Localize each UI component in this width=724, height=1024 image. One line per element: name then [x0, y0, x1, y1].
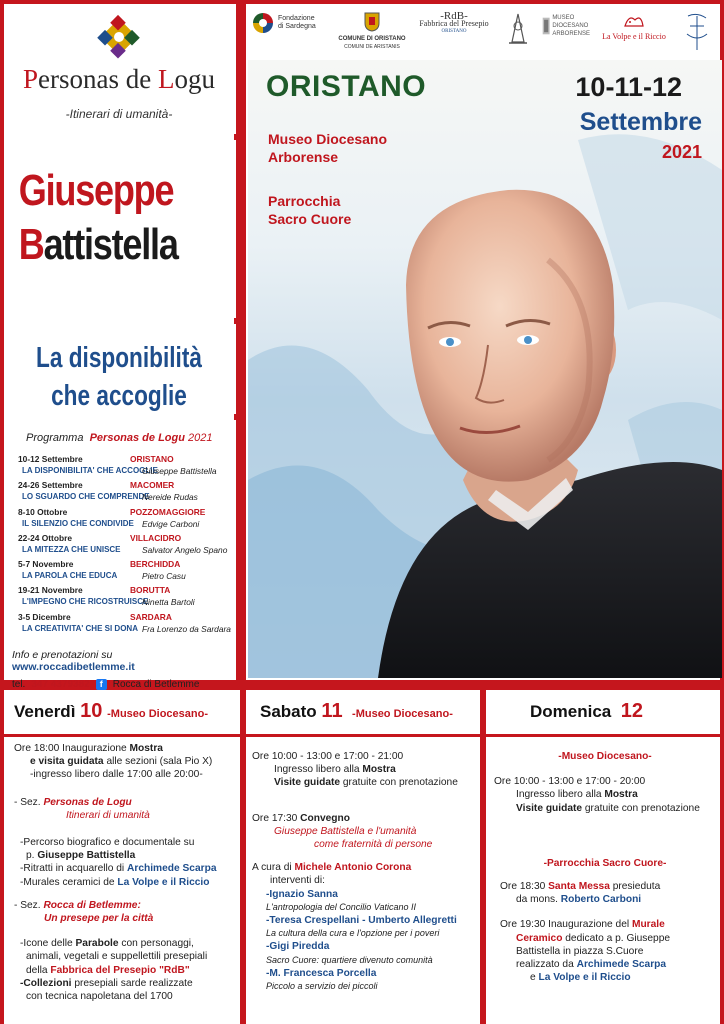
saturday-header: Sabato 11 -Museo Diocesano- [260, 700, 453, 722]
venue-museo: Museo Diocesano Arborense [268, 131, 388, 165]
programme-item-date: 8-10 Ottobre [18, 506, 68, 517]
brand-logo [4, 4, 234, 138]
friday-schedule: Ore 18:00 Inaugurazione Mostra e visita guidata alle sezioni (sala Pio X) -ingresso libero dalle 17:00 alle 20:00- - Sez. Personas de Logu Itinerari di umanità -Percorso biografico e documentale su p. Giuseppe Battistella -Ritratti in acquarello di Archimede Scarpa -Murales ceramici de La Volpe e il Riccio - Sez. Rocca di Betlemme: Un presepe per la città -Icone delle Parabole con personaggi, animali, vegetali e suppellettili presepiali della Fabbrica del Presepio "RdB" -Collezioni presepiali sarde realizzate con tecnica napoletana del 1700 [14, 743, 217, 1003]
sunday-column [486, 692, 720, 1022]
saturday-schedule: Ore 10:00 - 13:00 e 17:00 - 21:00 Ingresso libero alla Mostra Visite guidate gratuite con prenotazione Ore 17:30 Convegno Giuseppe Battistella e l'umanità come fraternità di persone A cura di Michele Antonio Corona interventi di: -Ignazio Sanna L'antropologia del Concilio Vaticano II -Teresa Crespellani - Umberto Allegretti La cultura della cura e l'opzione per i poveri -Gigi Piredda Sacro Cuore: quartiere divenuto comunità -M. Francesca Porcella Piccolo a servizio dei piccoli [252, 751, 458, 992]
programme-item-person: Edvige Carboni [142, 518, 200, 529]
programme-item-theme: LA MITEZZA CHE UNISCE [22, 544, 121, 554]
programme-item [14, 585, 234, 611]
programme-item-city: BERCHIDDA [130, 559, 181, 570]
coat-of-arms-icon [364, 12, 380, 32]
left-column [4, 4, 234, 690]
person-name [4, 164, 234, 272]
programme-item-person: Giuseppe Battistella [142, 466, 217, 476]
programme-item-city: ORISTANO [130, 454, 174, 464]
venue-parrocchia: Parrocchia Sacro Cuore [268, 193, 352, 227]
main-poster [248, 60, 722, 678]
sponsor-museo: MUSEO DIOCESANO ARBORENSE [542, 12, 590, 40]
programme-item-theme: L'IMPEGNO CHE RICOSTRUISCE [22, 597, 149, 607]
programme-item-person: Pietro Casu [142, 571, 186, 582]
programme-item [14, 533, 234, 559]
programme-item-date: 19-21 Novembre [18, 585, 83, 596]
programme-item-theme: LA CREATIVITA' CHE SI DONA [22, 623, 138, 633]
phone-number[interactable]: 347 4379382 [31, 679, 90, 690]
signature-logo-icon [682, 12, 712, 52]
event-month: Settembre [579, 108, 702, 136]
programme-item [14, 559, 234, 585]
programme-heading: Programma Personas de Logu 2021 [26, 432, 213, 444]
programme-item-date: 10-12 Settembre [18, 454, 83, 464]
programme-item-date: 5-7 Novembre [18, 559, 74, 570]
monument-icon [506, 12, 530, 46]
programme-item-city: VILLACIDRO [130, 532, 182, 543]
programme-item [14, 507, 234, 533]
programme-item-person: Nereide Rudas [142, 492, 198, 503]
programme-item-theme: LA PAROLA CHE EDUCA [22, 571, 118, 581]
sponsor-volpe: La Volpe e il Riccio [594, 12, 674, 41]
programme-item [14, 454, 234, 480]
programme-item-date: 24-26 Settembre [18, 480, 83, 491]
fondazione-logo-icon [252, 12, 274, 34]
brand-title: Personas de Logu [23, 64, 215, 94]
programme-item-date: 3-5 Dicembre [18, 611, 71, 622]
programme-item-person: Fra Lorenzo da Sardara [142, 623, 231, 634]
friday-column [4, 692, 240, 1022]
programme-item-theme: LO SGUARDO CHE COMPRENDE [22, 492, 150, 502]
programme-list [14, 454, 234, 638]
event-city: ORISTANO [266, 70, 427, 103]
event-year: 2021 [661, 142, 702, 162]
facebook-page[interactable]: Rocca di Betlemme [112, 679, 200, 690]
museum-logo-icon [542, 12, 550, 40]
programme-item-city: BORUTTA [130, 585, 171, 596]
fox-hedgehog-icon [621, 12, 647, 30]
programme [14, 432, 234, 638]
programme-item-theme: IL SILENZIO CHE CONDIVIDE [22, 518, 134, 528]
sponsor-monument [498, 12, 538, 49]
person-last-name: Battistella [18, 220, 178, 269]
sponsor-comune: COMUNE DI ORISTANO COMUNI DE ARISTANIS [336, 12, 408, 51]
programme-item [14, 480, 234, 506]
sunday-header: Domenica 12 [530, 700, 643, 722]
sponsor-rdb: -RdB- Fabbrica del Presepio ORISTANO [419, 10, 489, 34]
programme-item-person: Ninetta Bartoli [142, 597, 195, 608]
programme-item-date: 22-24 Ottobre [18, 532, 72, 543]
programme-item-city: SARDARA [130, 611, 172, 622]
sponsor-logos [246, 6, 720, 54]
sponsor-signature [678, 12, 716, 55]
person-first-name: Giuseppe [18, 166, 174, 215]
event-days: 10-11-12 [575, 72, 682, 102]
frame-divider-vertical [236, 0, 246, 682]
facebook-icon: f [96, 679, 107, 690]
sunday-schedule: -Museo Diocesano- Ore 10:00 - 13:00 e 17:00 - 20:00 Ingresso libero alla Mostra Visite guidate gratuite con prenotazione -Parrocchia Sacro Cuore- Ore 18:30 Santa Messa presieduta da mons. Roberto Carboni Ore 19:30 Inaugurazione del Murale Ceramico dedicato a p. Giuseppe Battistella in piazza S.Cuore realizzato da Archimede Scarpa e La Volpe e il Riccio [494, 751, 700, 984]
saturday-column [246, 692, 480, 1022]
puzzle-logo-icon [96, 12, 142, 60]
brand-subtitle: -Itinerari di umanità- [65, 107, 173, 121]
sponsor-fondazione: Fondazione di Sardegna [252, 12, 332, 34]
info-box: Info e prenotazioni su www.roccadibetlemme.it tel. 347 4379382 f Rocca di Betlemme [12, 649, 200, 690]
motto: La disponibilità che accoglie [36, 342, 202, 412]
programme-item-person: Salvator Angelo Spano [142, 544, 228, 555]
programme-item-city: POZZOMAGGIORE [130, 506, 206, 517]
programme-item-theme: LA DISPONIBILITA' CHE ACCOGLIE [22, 466, 158, 475]
website-link[interactable]: www.roccadibetlemme.it [12, 661, 135, 673]
friday-header: Venerdì 10 -Museo Diocesano- [14, 700, 208, 722]
programme-item-city: MACOMER [130, 480, 175, 491]
programme-item [14, 612, 234, 638]
